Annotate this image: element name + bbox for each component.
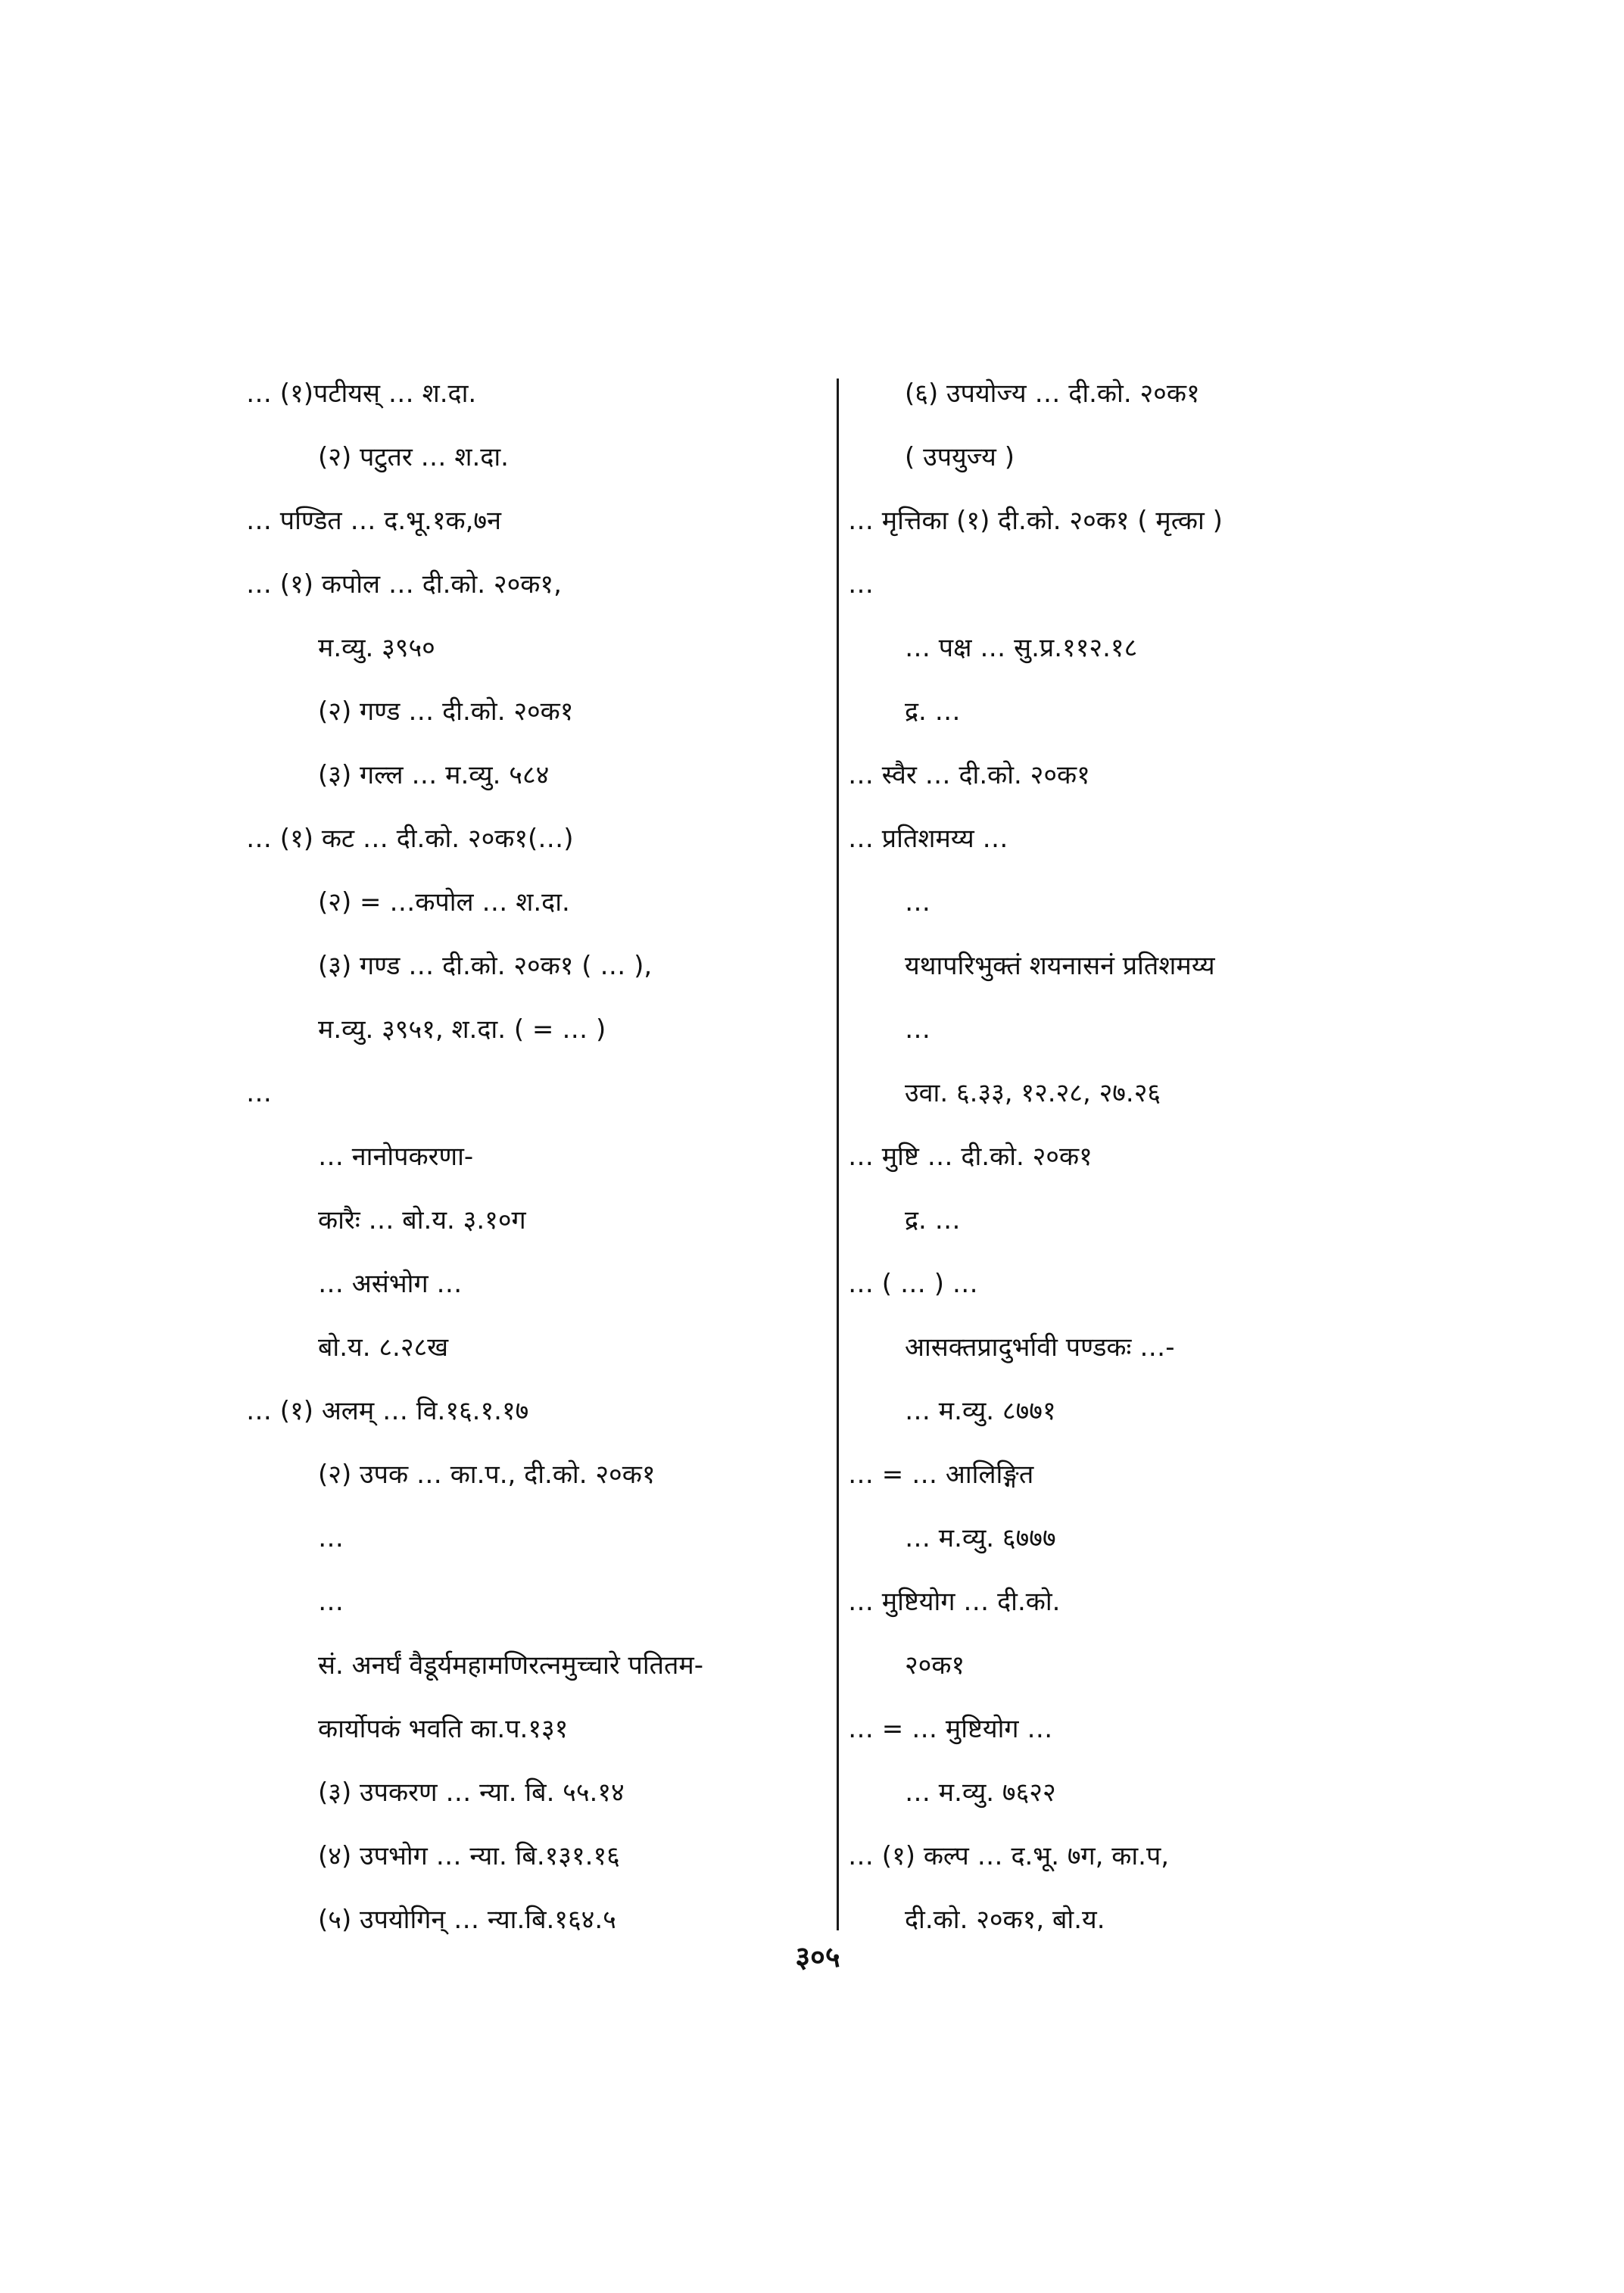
entry-line: द्र. … [905, 1205, 961, 1235]
entry-line: म.व्यु. ३९५१, श.दा. ( = … ) [318, 1014, 606, 1045]
left-column [246, 362, 829, 1952]
entry-line: … [905, 887, 930, 918]
entry-line: … (१) कपोल … दी.को. २०क१, [246, 569, 562, 600]
entry-line: ( उपयुज्य ) [905, 442, 1015, 472]
entry-line: … म.व्यु. ८७७१ [905, 1396, 1056, 1426]
entry-line: (४) उपभोग … न्या. बि.१३१.१६ [318, 1841, 620, 1871]
entry-line: (२) पटुतर … श.दा. [318, 442, 509, 472]
entry-line: (२) उपक … का.प., दी.को. २०क१ [318, 1460, 656, 1490]
entry-line: … [848, 569, 874, 600]
page-number: ३०५ [795, 1940, 840, 1974]
entry-line: उवा. ६.३३, १२.२८, २७.२६ [905, 1078, 1161, 1108]
entry-line: … [246, 1078, 272, 1108]
entry-line: यथापरिभुक्तं शयनासनं प्रतिशमय्य [905, 951, 1215, 981]
entry-line: … पण्डित … द.भू.१क,७न [246, 506, 501, 536]
entry-line: (२) = …कपोल … श.दा. [318, 887, 570, 918]
entry-line: … = … मुष्टियोग … [848, 1714, 1053, 1744]
entry-line: … असंभोग … [318, 1269, 463, 1299]
entry-line: (२) गण्ड … दी.को. २०क१ [318, 696, 574, 727]
entry-line: … म.व्यु. ७६२२ [905, 1777, 1056, 1808]
entry-line: … मृत्तिका (१) दी.को. २०क१ ( मृत्का ) [848, 506, 1223, 536]
entry-line: (३) उपकरण … न्या. बि. ५५.१४ [318, 1777, 625, 1808]
entry-line: … (१) अलम् … वि.१६.१.१७ [246, 1396, 529, 1426]
column-divider [837, 379, 839, 1930]
entry-line: … पक्ष … सु.प्र.११२.१८ [905, 633, 1138, 663]
entry-line: (५) उपयोगिन् … न्या.बि.१६४.५ [318, 1905, 616, 1935]
entry-line: … (१) कल्प … द.भू. ७ग, का.प, [848, 1841, 1170, 1871]
entry-line: … नानोपकरणा- [318, 1142, 474, 1172]
entry-line: … मुष्टियोग … दी.को. [848, 1587, 1061, 1617]
entry-line: … [905, 1014, 930, 1045]
entry-line: कारैः … बो.य. ३.१०ग [318, 1205, 526, 1235]
entry-line: आसक्तप्रादुर्भावी पण्डकः …- [905, 1332, 1175, 1363]
entry-line: … (१) कट … दी.को. २०क१(…) [246, 824, 574, 854]
entry-line: (६) उपयोज्य … दी.को. २०क१ [905, 379, 1200, 409]
entry-line: (३) गण्ड … दी.को. २०क१ ( … ), [318, 951, 653, 981]
entry-line: … मुष्टि … दी.को. २०क१ [848, 1142, 1093, 1172]
entry-line: … [318, 1587, 344, 1617]
entry-line: दी.को. २०क१, बो.य. [905, 1905, 1105, 1935]
entry-line: म.व्यु. ३९५० [318, 633, 435, 663]
entry-line: (३) गल्ल … म.व्यु. ५८४ [318, 760, 550, 790]
entry-line: सं. अनर्घं वैडूर्यमहामणिरत्नमुच्चारे पतितम- [318, 1650, 704, 1681]
entry-line: २०क१ [905, 1650, 965, 1681]
entry-line: कार्योपकं भवति का.प.१३१ [318, 1714, 569, 1744]
right-column [848, 362, 1461, 1952]
entry-line: … ( … ) … [848, 1269, 978, 1299]
entry-line: … प्रतिशमय्य … [848, 824, 1008, 854]
entry-line: … = … आलिङ्गित [848, 1460, 1034, 1490]
entry-line: … म.व्यु. ६७७७ [905, 1523, 1056, 1553]
entry-line: … स्वैर … दी.को. २०क१ [848, 760, 1090, 790]
entry-line: … (१)पटीयस् … श.दा. [246, 379, 477, 409]
entry-line: बो.य. ८.२८ख [318, 1332, 449, 1363]
entry-line: द्र. … [905, 696, 961, 727]
entry-line: … [318, 1523, 344, 1553]
